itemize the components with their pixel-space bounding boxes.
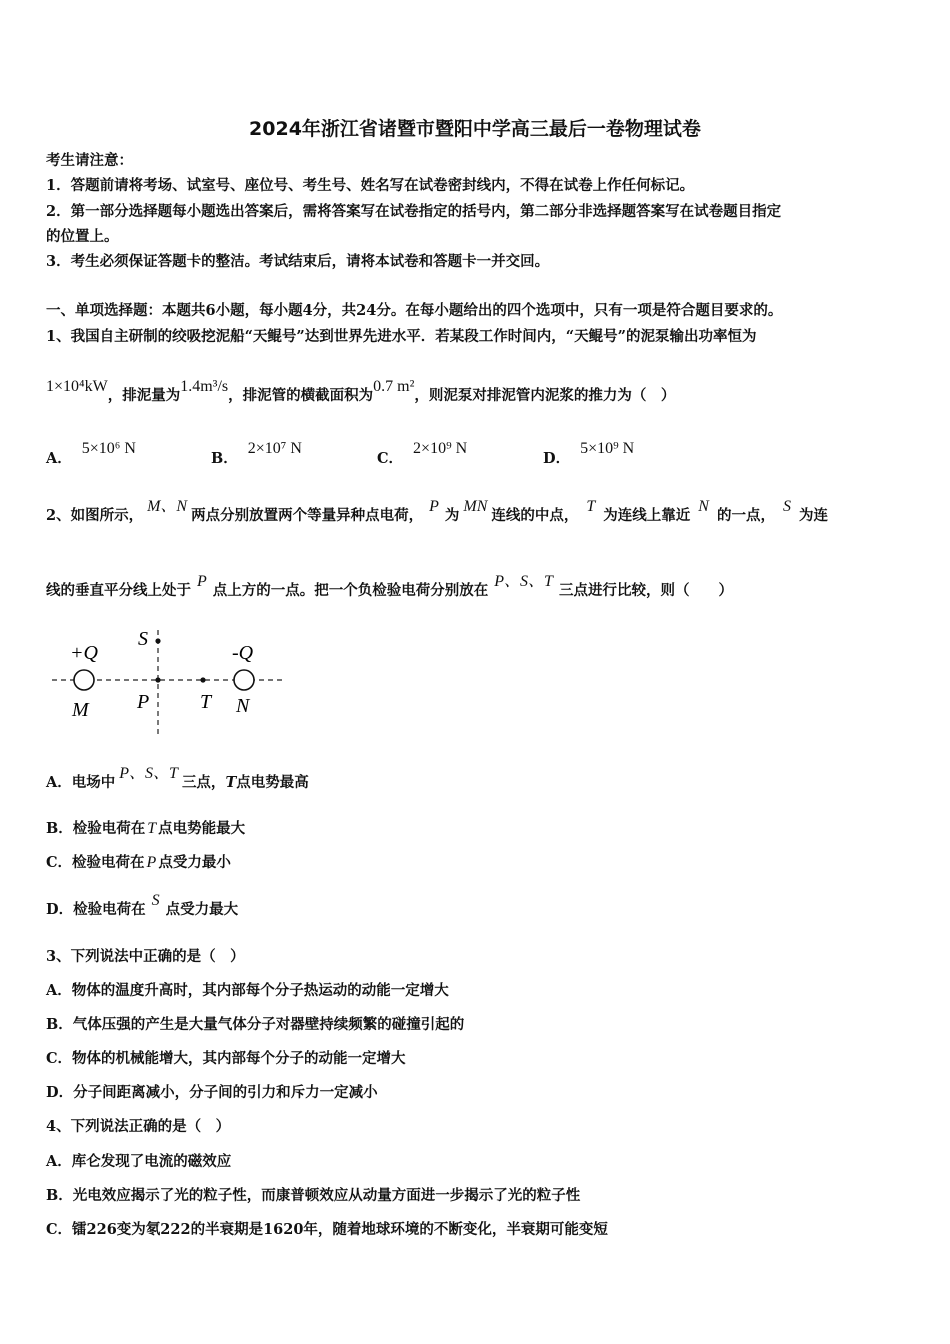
notice-item: 3．考生必须保证答题卡的整洁。考试结束后，请将本试卷和答题卡一并交回。	[46, 253, 550, 270]
section-heading: 一、单项选择题：本题共6小题，每小题4分，共24分。在每小题给出的四个选项中，只有一项是符合题目要求的。	[46, 302, 783, 319]
svg-text:+Q: +Q	[70, 642, 98, 664]
q4-stem: 4、下列说法正确的是（ ）	[46, 1118, 231, 1135]
q1-area: 0.7 m²	[373, 378, 415, 395]
notice-item: 2．第一部分选择题每小题选出答案后，需将答案写在试卷指定的括号内，第二部分非选择题答案写在试卷题目指定	[46, 203, 782, 220]
svg-text:N: N	[236, 695, 250, 717]
svg-text:S: S	[138, 628, 148, 650]
q3-stem: 3、下列说法中正确的是（ ）	[46, 948, 245, 965]
charge-diagram	[44, 622, 294, 738]
charge-n-circle	[234, 670, 254, 690]
q2-option-b: B．检验电荷在 T 点电势能最大	[46, 820, 246, 837]
q4-option-c: C．镭226变为氡222的半衰期是1620年，随着地球环境的不断变化，半衰期可能变短	[46, 1221, 608, 1238]
page-title: 2024年浙江省诸暨市暨阳中学高三最后一卷物理试卷	[249, 118, 701, 140]
q1-power: 1×10⁴kW	[46, 378, 108, 395]
notice-heading: 考生请注意：	[46, 152, 133, 169]
svg-text:M: M	[72, 699, 89, 721]
notice-item: 的位置上。	[46, 228, 119, 245]
charge-m-circle	[74, 670, 94, 690]
q1-flow: 1.4m³/s	[180, 378, 229, 395]
q2-stem-line2: 线的垂直平分线上处于P点上方的一点。把一个负检验电荷分别放在P、S、T三点进行比较，则（ ）	[46, 573, 733, 599]
q1-option-d: D．5×10⁹ N	[543, 440, 635, 467]
q1-option-c: C．2×10⁹ N	[377, 440, 468, 467]
svg-text:T: T	[200, 691, 212, 713]
q1-stem-line1: 1、我国自主研制的绞吸挖泥船“天鲲号”达到世界先进水平．若某段工作时间内，“天鲲号”的泥泵输出功率恒为	[46, 328, 757, 345]
point-t	[200, 677, 205, 682]
q2-option-a: A．电场中P、S、T三点，T点电势最高	[46, 765, 309, 791]
q3-option-a: A．物体的温度升高时，其内部每个分子热运动的动能一定增大	[46, 982, 449, 999]
q3-option-c: C．物体的机械能增大，其内部每个分子的动能一定增大	[46, 1050, 406, 1067]
q1-stem-line2: 1×10⁴kW，排泥量为1.4m³/s，排泥管的横截面积为0.7 m²，则泥泵对排泥管内泥浆的推力为（ ）	[46, 378, 676, 404]
q3-option-d: D．分子间距离减小，分子间的引力和斥力一定减小	[46, 1084, 378, 1101]
svg-text:P: P	[137, 691, 150, 713]
q3-option-b: B．气体压强的产生是大量气体分子对器壁持续频繁的碰撞引起的	[46, 1016, 465, 1033]
q2-option-d: D．检验电荷在S点受力最大	[46, 892, 239, 918]
notice-item: 1．答题前请将考场、试室号、座位号、考生号、姓名写在试卷密封线内，不得在试卷上作任何标记。	[46, 177, 695, 194]
q1-option-a: A．5×10⁶ N	[46, 440, 136, 467]
q2-option-c: C．检验电荷在 P 点受力最小	[46, 854, 231, 871]
q4-option-b: B．光电效应揭示了光的粒子性，而康普顿效应从动量方面进一步揭示了光的粒子性	[46, 1187, 581, 1204]
q1-option-b: B．2×10⁷ N	[211, 440, 302, 467]
point-p	[155, 677, 160, 682]
q2-stem-line1: 2、如图所示，M、N两点分别放置两个等量异种点电荷，P为MN连线的中点，T为连线上靠近N的一点，S为连	[46, 498, 828, 524]
q4-option-a: A．库仑发现了电流的磁效应	[46, 1153, 232, 1170]
point-s	[155, 638, 160, 643]
svg-text:-Q: -Q	[232, 642, 254, 664]
